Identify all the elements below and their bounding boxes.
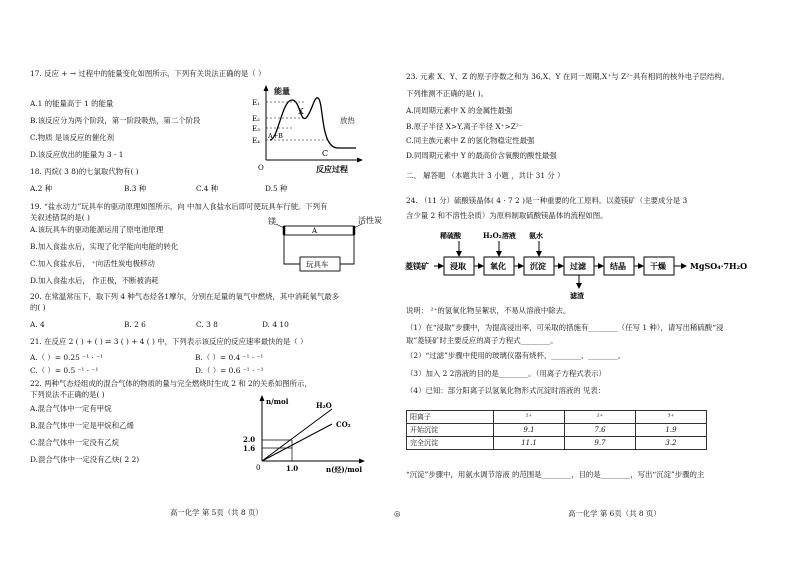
graph-x-axis-label: 反应过程 bbox=[316, 164, 348, 174]
toy-car-circuit-figure bbox=[262, 214, 392, 282]
q19-stem-2: 关叙述错误的是( ) bbox=[30, 213, 90, 222]
q21-stem: 21. 在反应 2 ( ) + ( ) ⇌ 3 ( ) + 4 ( ) 中，下列表示该反应的反应速率最快的是（ ） bbox=[30, 337, 308, 346]
graph-x-label: X bbox=[298, 107, 304, 116]
table-cell: 9.7 bbox=[565, 437, 636, 450]
q23-option-c: C.同主族元素中 Z 的氢化物稳定性最强 bbox=[406, 136, 535, 145]
flow-input-ammonia: 氨水 bbox=[529, 231, 543, 240]
q22-option-d: D.混合气体中一定没有乙炔( 2 2) bbox=[30, 455, 140, 464]
q20-option-a: A. 4 bbox=[30, 320, 45, 329]
right-page-footer: 高一化学 第 6页（共 8 页） bbox=[568, 509, 661, 518]
energy-profile-graph bbox=[248, 82, 368, 177]
q20-stem: 20. 在常温常压下，取下列 4 种气态烃各1摩尔，分别在足量的氧气中燃烧，其中消耗氧气最多 bbox=[30, 292, 340, 301]
table-cell: ²⁺ bbox=[494, 411, 565, 424]
q20-option-b: B. 2 6 bbox=[124, 320, 146, 329]
table-cell: 11.1 bbox=[494, 437, 565, 450]
q23-option-b: B.原子半径 X>Y,离子半径 X⁺>Z²⁻ bbox=[406, 122, 523, 131]
q21-option-a: A.（ ）= 0.25 ⁻¹ · ⁻¹ bbox=[30, 353, 103, 362]
graph-e2-label: E₂ bbox=[252, 115, 260, 123]
flow-product-label: MgSO₄·7H₂O bbox=[690, 261, 748, 271]
graph2-x-axis-label: n(烃)/mol bbox=[326, 465, 363, 474]
flow-step-dry: 干燥 bbox=[650, 261, 666, 271]
q19-option-a: A.该玩具车的驱动能源运用了原电池原理 bbox=[30, 225, 164, 234]
q18-option-b: B.3 种 bbox=[124, 184, 147, 193]
graph2-co2-label: CO₂ bbox=[336, 420, 351, 429]
q24-part-5: “沉淀”步骤中，用氨水调节溶液 的范围是________，目的是________，写出“沉淀”步骤的主 bbox=[406, 470, 705, 479]
graph-origin: O bbox=[258, 164, 264, 172]
table-row bbox=[407, 424, 707, 437]
q19-stem: 19. “盐水动力”玩具车的驱动原理如图所示，向 中加入食盐水后即可使玩具车行驶。下列有 bbox=[30, 202, 328, 211]
left-page-footer: 高一化学 第 5页（共 8 页） bbox=[170, 508, 263, 517]
q24-stem: 24. （11 分）硫酸镁晶体( 4 · 7 2 )是一种重要的化工原料。以菱镁矿（主要成分是 3 bbox=[406, 196, 688, 205]
q18-option-d: D.5 种 bbox=[265, 184, 288, 193]
process-flow-diagram bbox=[404, 225, 776, 303]
graph-e1-label: E₁ bbox=[252, 99, 260, 107]
q17-option-b-end: 放热 bbox=[340, 116, 355, 125]
section-2-heading: 二、 解答题 （本题共计 3 小题 ，共计 31 分 ） bbox=[406, 171, 565, 180]
table-cell: ³⁺ bbox=[636, 411, 707, 424]
q22-option-b: B.混合气体中一定是甲烷和乙烯 bbox=[30, 421, 134, 430]
flow-step-filter: 过滤 bbox=[570, 261, 586, 271]
q17-option-d: D.该反应放出的能量为 3 - 1 bbox=[30, 150, 124, 159]
table-cell: 9.1 bbox=[494, 424, 565, 437]
q17-stem: 17. 反应 + → 过程中的能量变化如图所示，下列有关说法正确的是（ ） bbox=[30, 69, 266, 78]
q19-option-b: B.加入食盐水后，实现了化学能向电能的转化 bbox=[30, 242, 179, 251]
flow-step-oxidize: 氧化 bbox=[490, 261, 506, 271]
table-row bbox=[407, 437, 707, 450]
activated-carbon-label: 活性炭 bbox=[358, 216, 382, 225]
q17-option-a: A.1 的能量高于 1 的能量 bbox=[30, 99, 114, 108]
q23-stem: 23. 元素 X、Y、Z 的原子序数之和为 36,X、Y 在同一周期,X⁺与 Z²⁻具有相同的核外电子层结构。 bbox=[406, 72, 730, 81]
table-cell: 1.9 bbox=[636, 424, 707, 437]
graph-e3-label: E₃ bbox=[252, 125, 260, 133]
flow-input-sulfuric-acid: 稀硫酸 bbox=[440, 231, 461, 240]
graph2-origin: 0 bbox=[256, 464, 261, 472]
q17-option-c: C.物质 是该反应的催化剂 bbox=[30, 133, 114, 142]
q22-stem-2: 下列说法不正确的是( ) bbox=[30, 390, 105, 399]
q24-note: 说明： ²⁺的氢氧化物呈絮状，不易从溶液中除去。 bbox=[406, 306, 571, 315]
flow-step-leach: 浸取 bbox=[450, 261, 466, 271]
graph2-y-tick-1-6: 1.6 bbox=[243, 444, 256, 453]
graph2-h2o-label: H₂O bbox=[316, 401, 332, 410]
table-cell: 阳离子 bbox=[407, 411, 494, 424]
q19-option-c: C.加入食盐水后， ⁺向活性炭电极移动 bbox=[30, 259, 155, 268]
q18-option-a: A.2 种 bbox=[30, 184, 53, 193]
q24-part-3: （3）加入 2 2溶液的目的是________。（用离子方程式表示） bbox=[406, 369, 606, 378]
q22-option-c: C.混合气体中一定没有乙烷 bbox=[30, 438, 120, 447]
q20-option-c: C. 3 8 bbox=[196, 320, 218, 329]
table-cell: 开始沉淀 bbox=[407, 424, 494, 437]
center-mark: ◎ bbox=[394, 509, 401, 518]
q21-option-c: C.（ ）= 0.5 ⁻¹ · ⁻¹ bbox=[30, 366, 99, 375]
magnesium-label: 镁 bbox=[268, 217, 276, 226]
q22-option-a: A.混合气体中一定有甲烷 bbox=[30, 404, 112, 413]
table-row bbox=[407, 411, 707, 424]
flow-start-label: 菱镁矿 bbox=[405, 261, 429, 271]
graph2-y-tick-2: 2.0 bbox=[243, 435, 256, 444]
q22-stem: 22. 两种气态烃组成的混合气体的物质的量与完全燃烧时生成 2 和 2的关系如图所示， bbox=[30, 379, 312, 388]
q23-option-a: A.同周期元素中 X 的金属性最强 bbox=[406, 106, 513, 115]
q21-option-d: D.（ ）= 0.6 ⁻¹ · ⁻¹ bbox=[195, 366, 264, 375]
graph-e4-label: E₄ bbox=[252, 137, 260, 145]
q24-part-1b: 取”菱镁矿时主要反应的离子方程式________。 bbox=[406, 336, 558, 345]
q18-stem: 18. 丙烷( 3 8)的七氯取代物有( ) bbox=[30, 167, 139, 176]
table-cell: 完全沉淀 bbox=[407, 437, 494, 450]
graph-y-axis-label: 能量 bbox=[274, 86, 290, 96]
q18-option-c: C.4 种 bbox=[196, 184, 219, 193]
flow-step-crystallize: 结晶 bbox=[610, 261, 626, 271]
graph2-y-axis-label: n/mol bbox=[266, 397, 289, 406]
toy-car-label: 玩具车 bbox=[306, 260, 329, 269]
graph2-x-tick-1: 1.0 bbox=[286, 464, 299, 473]
table-cell: 3.2 bbox=[636, 437, 707, 450]
flow-residue-label: 滤渣 bbox=[570, 291, 584, 300]
table-cell: ²⁺ bbox=[565, 411, 636, 424]
q20-stem-2: 的( ) bbox=[30, 303, 46, 312]
q21-option-b: B.（ ）= 0.4 ⁻¹ · ⁻¹ bbox=[195, 353, 264, 362]
flow-input-h2o2: H₂O₂溶液 bbox=[483, 231, 516, 240]
q23-stem-2: 下列推测不正确的是( )。 bbox=[406, 89, 489, 98]
q20-option-d: D. 4 10 bbox=[262, 320, 289, 329]
q19-option-d: D.加入食盐水后， 作正极，不断被消耗 bbox=[30, 276, 159, 285]
container-a-label: A bbox=[312, 227, 318, 235]
q17-option-b: B.该反应分为两个阶段，第一阶段吸热，第二个阶段 bbox=[30, 116, 201, 125]
q24-part-1: （1）在“浸取”步骤中，为提高浸出率，可采取的措施有________（任写 1 种），请写出稀硫酸“浸 bbox=[406, 323, 724, 332]
graph-c-label: C bbox=[322, 149, 329, 158]
table-cell: 7.6 bbox=[565, 424, 636, 437]
q24-stem-2: 含少量 2 和不溶性杂质）为原料制取硫酸镁晶体的流程如图。 bbox=[406, 211, 608, 220]
q24-part-4: （4）已知：部分阳离子以氢氧化物形式沉淀时溶液的 见表： bbox=[406, 386, 606, 395]
combustion-products-graph bbox=[238, 394, 372, 476]
q24-part-2: （2）“过滤”步骤中使用的玻璃仪器有烧杯、________、________。 bbox=[406, 351, 626, 360]
flow-step-precipitate: 沉淀 bbox=[530, 261, 546, 271]
graph-ab-label: A+B bbox=[268, 132, 283, 140]
ph-precipitation-table bbox=[406, 410, 707, 450]
q23-option-d: D.同周期元素中 Y 的最高价含氧酸的酸性最强 bbox=[406, 151, 557, 160]
